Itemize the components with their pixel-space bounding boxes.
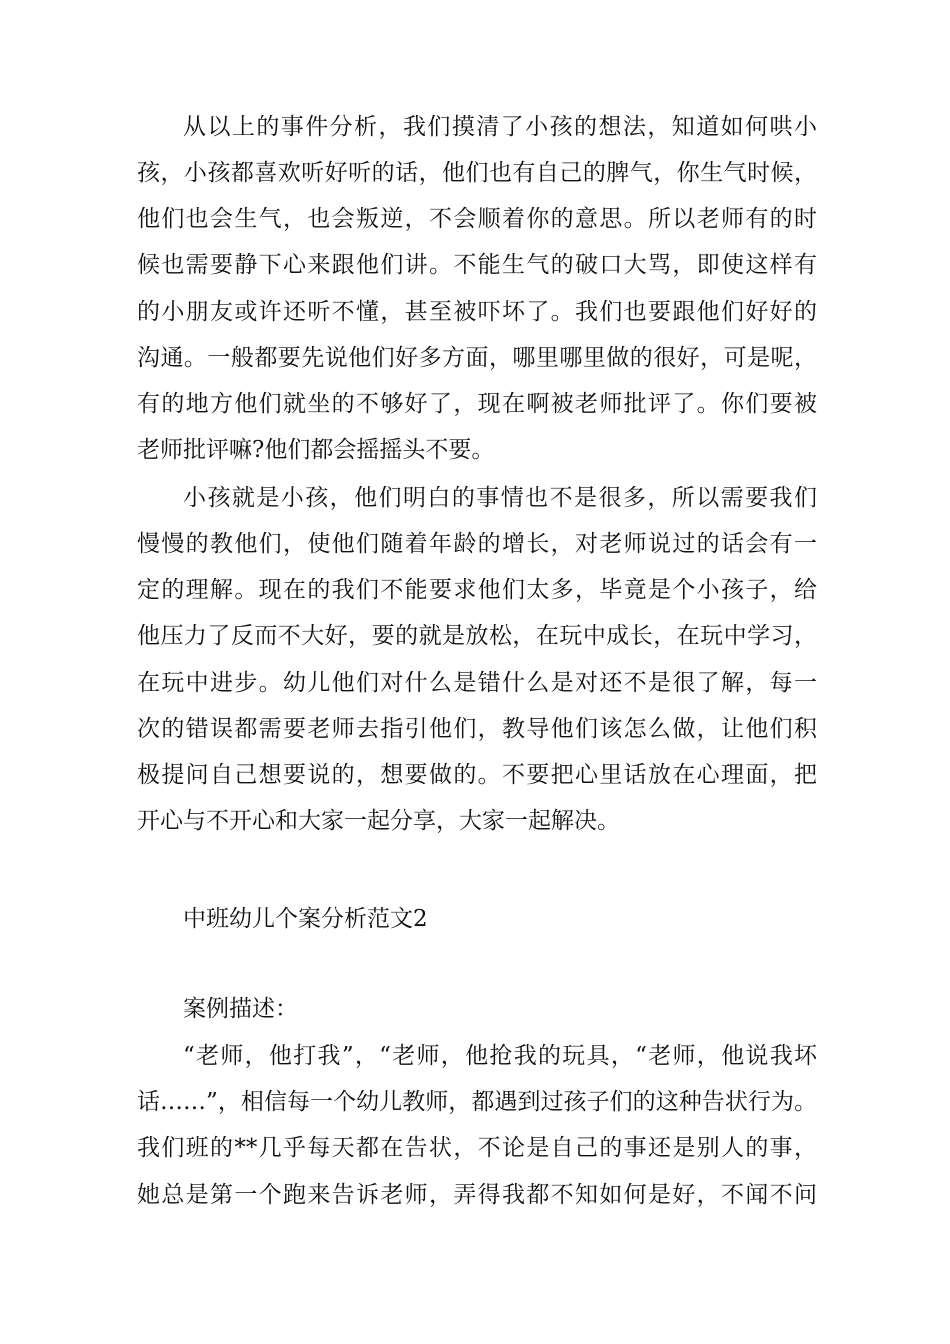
text-line: 小孩就是小孩，他们明白的事情也不是很多，所以需要我们: [183, 485, 817, 511]
text-line: 她总是第一个跑来告诉老师，弄得我都不知如何是好，不闻不问: [137, 1182, 817, 1208]
text-line: 从以上的事件分析，我们摸清了小孩的想法，知道如何哄小: [183, 114, 817, 140]
text-line: 慢慢的教他们，使他们随着年龄的增长，对老师说过的话会有一: [137, 531, 817, 557]
text-line: 他们也会生气，也会叛逆，不会顺着你的意思。所以老师有的时: [137, 206, 817, 232]
text-line: 他压力了反而不大好，要的就是放松，在玩中成长，在玩中学习，: [137, 623, 817, 649]
text-line: 次的错误都需要老师去指引他们，教导他们该怎么做，让他们积: [137, 716, 817, 742]
text-line: 的小朋友或许还听不懂，甚至被吓坏了。我们也要跟他们好好的: [137, 299, 817, 325]
text-line: “老师，他打我”，“老师，他抢我的玩具，“老师，他说我坏: [183, 1043, 817, 1069]
text-line: 在玩中进步。幼儿他们对什么是错什么是对还不是很了解，每一: [137, 670, 817, 696]
text-line: 有的地方他们就坐的不够好了，现在啊被老师批评了。你们要被: [137, 391, 817, 417]
text-line: 孩，小孩都喜欢听好听的话，他们也有自己的脾气，你生气时候，: [137, 160, 817, 186]
text-line: 开心与不开心和大家一起分享，大家一起解决。: [137, 808, 620, 834]
text-line: 极提问自己想要说的，想要做的。不要把心里话放在心理面，把: [137, 762, 817, 788]
text-line: 候也需要静下心来跟他们讲。不能生气的破口大骂，即使这样有: [137, 252, 817, 278]
text-line: 沟通。一般都要先说他们好多方面，哪里哪里做的很好，可是呢，: [137, 345, 817, 371]
text-line: 我们班的**几乎每天都在告状，不论是自己的事还是别人的事，: [137, 1135, 817, 1161]
section-heading: 中班幼儿个案分析范文2: [183, 906, 428, 932]
text-line: 定的理解。现在的我们不能要求他们太多，毕竟是个小孩子，给: [137, 577, 817, 603]
case-description-label: 案例描述：: [183, 996, 298, 1022]
text-line: 话……”，相信每一个幼儿教师，都遇到过孩子们的这种告状行为。: [137, 1089, 817, 1115]
text-line: 老师批评嘛?他们都会摇摇头不要。: [137, 437, 495, 463]
